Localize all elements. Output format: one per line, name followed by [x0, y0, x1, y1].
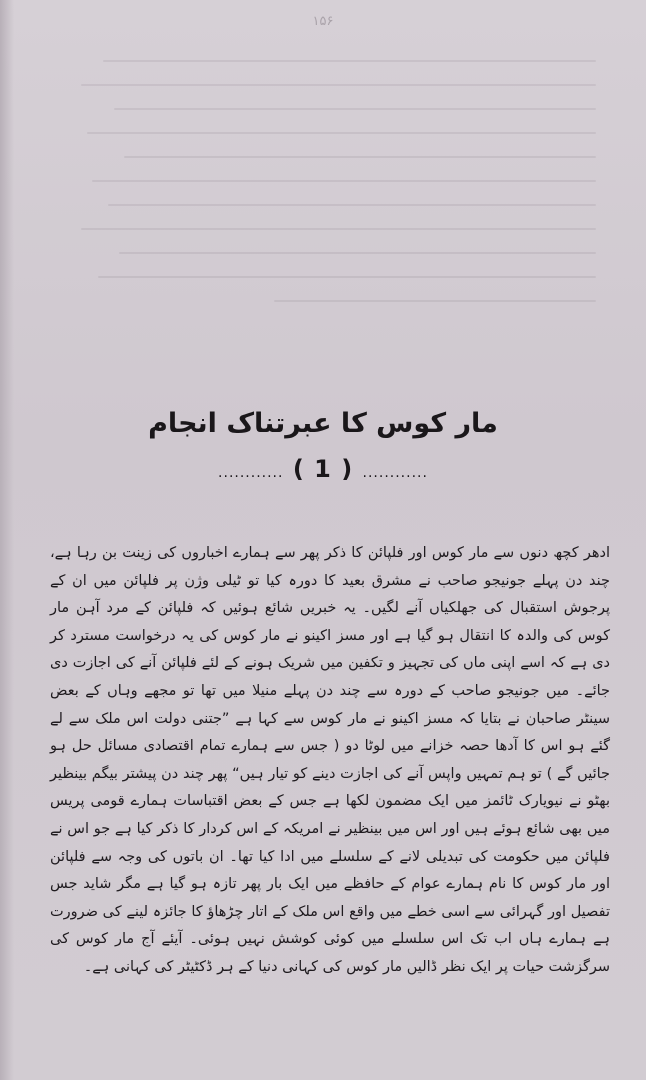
- body-text: [50, 540, 610, 982]
- page-edge-shadow: [0, 0, 14, 1080]
- right-dots: ............: [362, 465, 428, 481]
- page-number: ۱۵۶: [312, 14, 334, 29]
- chapter-title: مار کوس کا عبرتناک انجام: [148, 408, 498, 439]
- part-number: ( 1 ): [292, 455, 354, 483]
- body-paragraph: ادھر کچھ دنوں سے مار کوس اور فلپائن کا ذکر پھر سے ہمارے اخباروں کی زینت بن رہا ہے، چند دن پہلے جونیجو صاحب نے مشرق بعید کا دورہ کیا تو ٹیلی وژن پر فلپائن میں ان کے پرجوش استقبال کی جھلکیاں آنے لگیں۔ یہ خبریں شائع ہوئیں کہ فلپائن کے مرد آہن مار کوس کی والدہ کا انتقال ہو گیا ہے اور مسز اکینو نے مار کوس کی یہ درخواست مسترد کر دی ہے کہ اسے اپنی ماں کی تجہیز و تکفین میں شریک ہونے کے لئے فلپائن آنے کی اجازت دی جائے۔ میں جونیجو صاحب کے دورہ سے چند دن پہلے منیلا میں تھا تو مجھے وہاں کے بعض سینٹر صاحبان نے بتایا کہ مسز اکینو نے مار کوس سے کہا ہے ”جتنی دولت اس ملک سے لے گئے ہو اس کا آدھا حصہ خزانے میں لوٹا دو ( جس سے ہمارے تمام اقتصادی مسائل حل ہو جائیں گے ) تو ہم تمہیں واپس آنے کی اجازت دینے کو تیار ہیں“ پھر چند دن پیشتر بیگم بینظیر بھٹو نے نیویارک ٹائمز میں ایک مضمون لکھا ہے جس کے بعض اقتباسات ہمارے قومی پریس میں بھی شائع ہوئے ہیں اور اس میں بینظیر نے امریکہ کے اس کردار کا ذکر کیا ہے جو اس نے فلپائن میں حکومت کی تبدیلی لانے کے سلسلے میں ادا کیا تھا۔ ان باتوں کی وجہ سے فلپائن اور مار کوس کا نام ہمارے عوام کے حافظے میں ایک بار پھر تازہ ہو گیا ہے مگر شاید جس تفصیل اور گہرائی سے اسی خطے میں واقع اس ملک کے اتار چڑھاؤ کا جائزہ لینے کی ضرورت ہے ہمارے ہاں اب تک اس سلسلے میں کوئی کوشش نہیں ہوئی۔ آیئے آج مار کوس کی سرگزشت حیات پر ایک نظر ڈالیں مار کوس کی کہانی دنیا کے ہر ڈکٹیٹر کی کہانی ہے۔: [50, 545, 610, 975]
- part-marker: [0, 455, 646, 483]
- left-dots: ............: [218, 465, 284, 481]
- bleed-through-text: [60, 60, 596, 350]
